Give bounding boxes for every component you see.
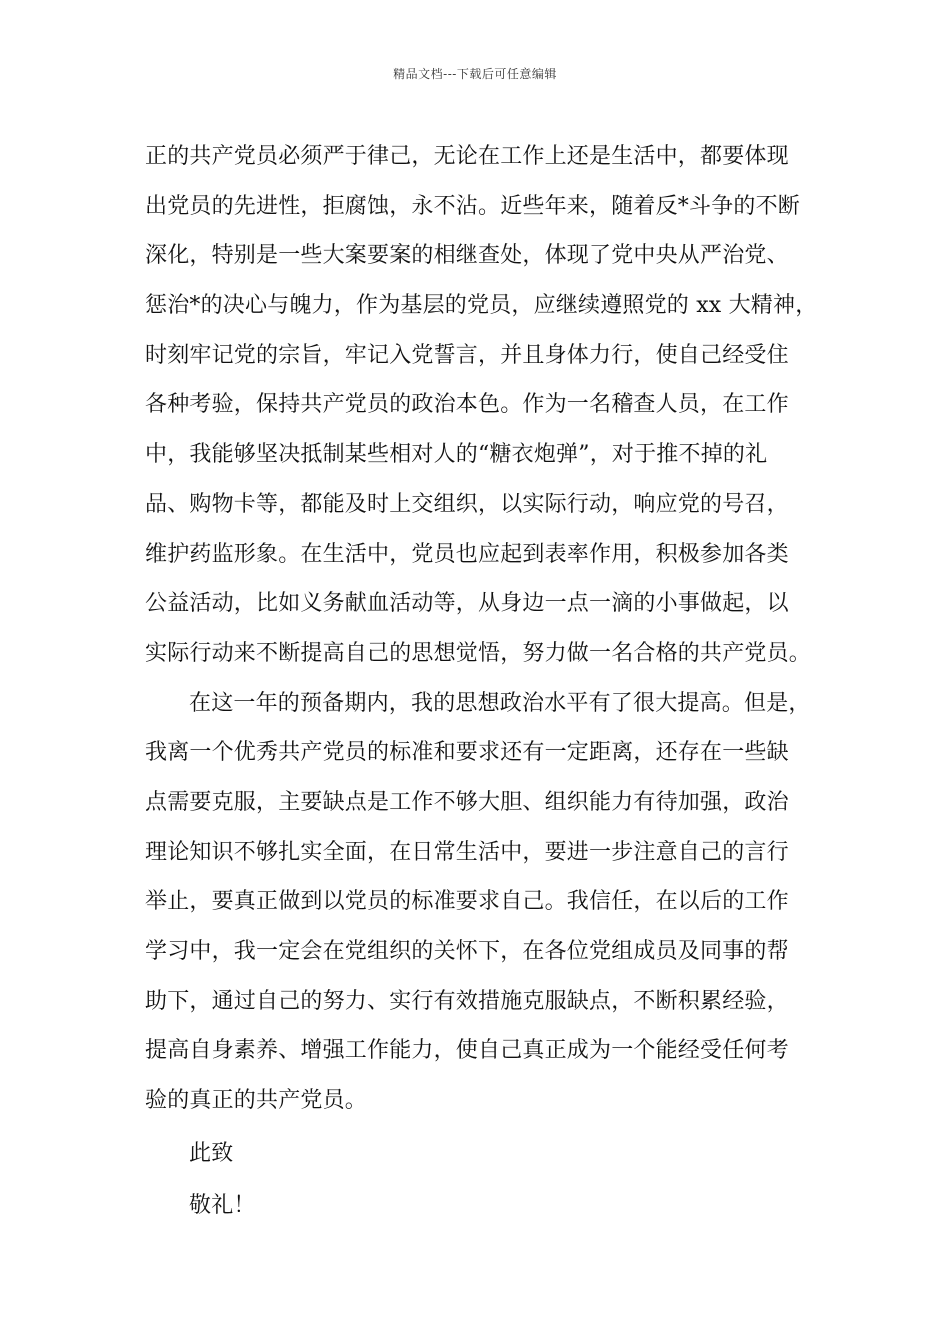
closing-section [145, 1128, 845, 1232]
paragraph-line: 提高自身素养、增强工作能力，使自己真正成为一个能经受任何考 [145, 1038, 789, 1064]
paragraph-line: 惩治*的决心与魄力，作为基层的党员，应继续遵照党的 xx 大精神， [145, 293, 818, 319]
paragraph-2 [145, 679, 845, 1126]
paragraph-line: 助下，通过自己的努力、实行有效措施克服缺点，不断积累经验， [145, 988, 789, 1014]
paragraph-line: 时刻牢记党的宗旨，牢记入党誓言，并且身体力行，使自己经受住 [145, 342, 789, 368]
document-body [145, 132, 845, 1232]
paragraph-line: 公益活动，比如义务献血活动等，从身边一点一滴的小事做起，以 [145, 591, 789, 617]
paragraph-first-line: 在这一年的预备期内，我的思想政治水平有了很大提高。但是， [189, 690, 811, 716]
paragraph-line: 出党员的先进性，拒腐蚀，永不沾。近些年来，随着反*斗争的不断 [145, 193, 801, 219]
paragraph-line: 维护药监形象。在生活中，党员也应起到表率作用，积极参加各类 [145, 541, 789, 567]
paragraph-line: 实际行动来不断提高自己的思想觉悟，努力做一名合格的共产党员。 [145, 640, 812, 666]
paragraph-line: 中，我能够坚决抵制某些相对人的“糖衣炮弹”，对于推不掉的礼 [145, 442, 768, 468]
paragraph-line: 点需要克服，主要缺点是工作不够大胆、组织能力有待加强，政治 [145, 789, 789, 815]
paragraph-line: 深化，特别是一些大案要案的相继查处，体现了党中央从严治党、 [145, 243, 789, 269]
paragraph-line: 正的共产党员必须严于律己，无论在工作上还是生活中，都要体现 [145, 144, 789, 169]
closing-regards: 敬礼！ [189, 1192, 256, 1218]
closing-salutation: 此致 [189, 1140, 234, 1166]
paragraph-line: 理论知识不够扎实全面，在日常生活中，要进一步注意自己的言行 [145, 839, 789, 865]
paragraph-line: 品、购物卡等，都能及时上交组织，以实际行动，响应党的号召， [145, 491, 789, 517]
paragraph-line: 各种考验，保持共产党员的政治本色。作为一名稽查人员，在工作 [145, 392, 789, 418]
paragraph-line: 举止，要真正做到以党员的标准要求自己。我信任，在以后的工作 [145, 889, 789, 915]
paragraph-1 [145, 132, 845, 679]
paragraph-line: 我离一个优秀共产党员的标准和要求还有一定距离，还存在一些缺 [145, 740, 789, 766]
paragraph-line: 学习中，我一定会在党组织的关怀下，在各位党组成员及同事的帮 [145, 939, 789, 964]
page-header: 精品文档---下载后可任意编辑 [393, 67, 557, 81]
paragraph-line: 验的真正的共产党员。 [145, 1088, 368, 1114]
